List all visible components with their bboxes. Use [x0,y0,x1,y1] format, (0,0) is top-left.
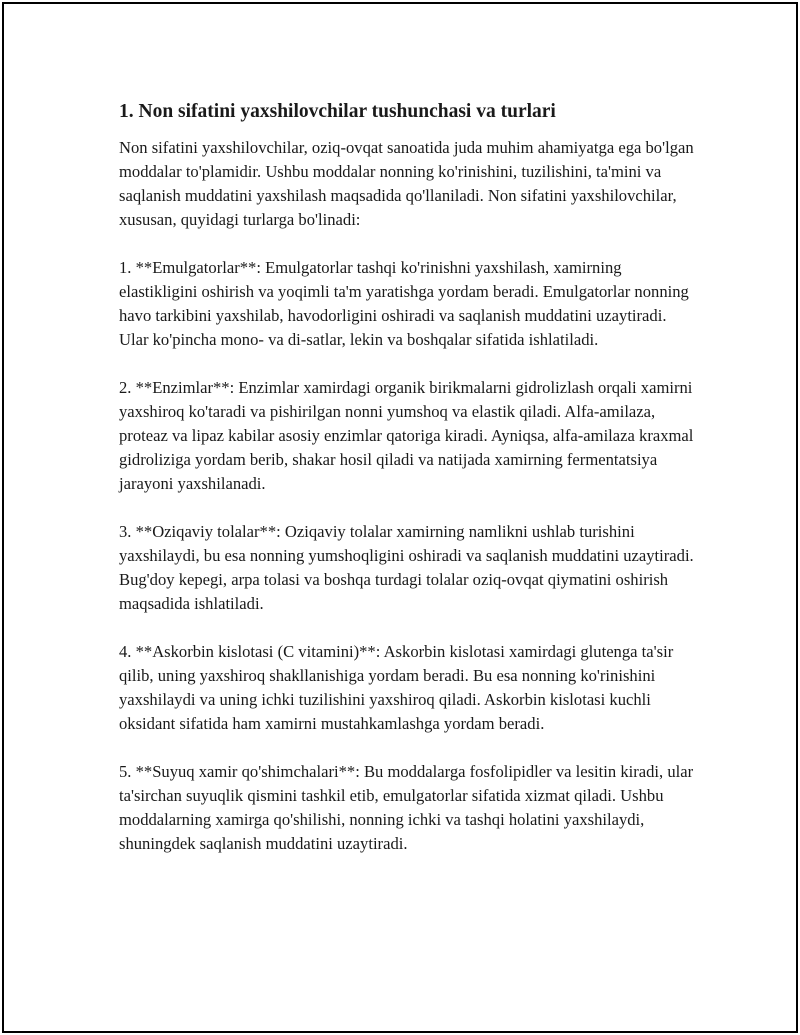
document-page [2,2,798,1033]
document-body [119,100,699,856]
section-title: 1. Non sifatini yaxshilovchilar tushunchasi va turlari [119,101,556,122]
paragraph-oziqaviy-tolalar: 3. **Oziqaviy tolalar**: Oziqaviy tolalar xamirning namlikni ushlab turishini yaxshilaydi, bu esa nonning yumshoqligini oshiradi va saqlanish muddatini uzaytiradi. Bug'doy kepegi, arpa tolasi va boshqa turdagi tolalar oziq-ovqat qiymatini oshirish maqsadida ishlatiladi. [119,522,694,613]
paragraph-emulgatorlar: 1. **Emulgatorlar**: Emulgatorlar tashqi ko'rinishni yaxshilash, xamirning elastikligini oshirish va yoqimli ta'm yaratishga yordam beradi. Emulgatorlar nonning havo tarkibini yaxshilab, havodorligini oshiradi va saqlanish muddatini uzaytiradi. Ular ko'pincha mono- va di-satlar, lekin va boshqalar sifatida ishlatiladi. [119,258,689,349]
paragraph-askorbin-kislotasi: 4. **Askorbin kislotasi (C vitamini)**: Askorbin kislotasi xamirdagi glutenga ta'sir qilib, uning yaxshiroq shakllanishiga yordam beradi. Bu esa nonning ko'rinishini yaxshilaydi va uning ichki tuzilishini yaxshiroq qiladi. Askorbin kislotasi kuchli oksidant sifatida ham xamirni mustahkamlashga yordam beradi. [119,642,674,733]
paragraph-enzimlar: 2. **Enzimlar**: Enzimlar xamirdagi organik birikmalarni gidrolizlash orqali xamirni yaxshiroq ko'taradi va pishirilgan nonni yumshoq va elastik qiladi. Alfa-amilaza, proteaz va lipaz kabilar asosiy enzimlar qatoriga kiradi. Ayniqsa, alfa-amilaza kraxmal gidroliziga yordam berib, shakar hosil qiladi va natijada xamirning fermentatsiya jarayoni yaxshilanadi. [119,378,694,493]
intro-paragraph: Non sifatini yaxshilovchilar, oziq-ovqat sanoatida juda muhim ahamiyatga ega bo'lgan moddalar to'plamidir. Ushbu moddalar nonning ko'rinishini, tuzilishini, ta'mini va saqlanish muddatini yaxshilash maqsadida qo'llaniladi. Non sifatini yaxshilovchilar, xususan, quyidagi turlarga bo'linadi: [119,138,694,229]
paragraph-suyuq-xamir: 5. **Suyuq xamir qo'shimchalari**: Bu moddalarga fosfolipidler va lesitin kiradi, ular ta'sirchan suyuqlik qismini tashkil etib, emulgatorlar sifatida xizmat qiladi. Ushbu moddalarning xamirga qo'shilishi, nonning ichki va tashqi holatini yaxshilaydi, shuningdek saqlanish muddatini uzaytiradi. [119,762,694,853]
